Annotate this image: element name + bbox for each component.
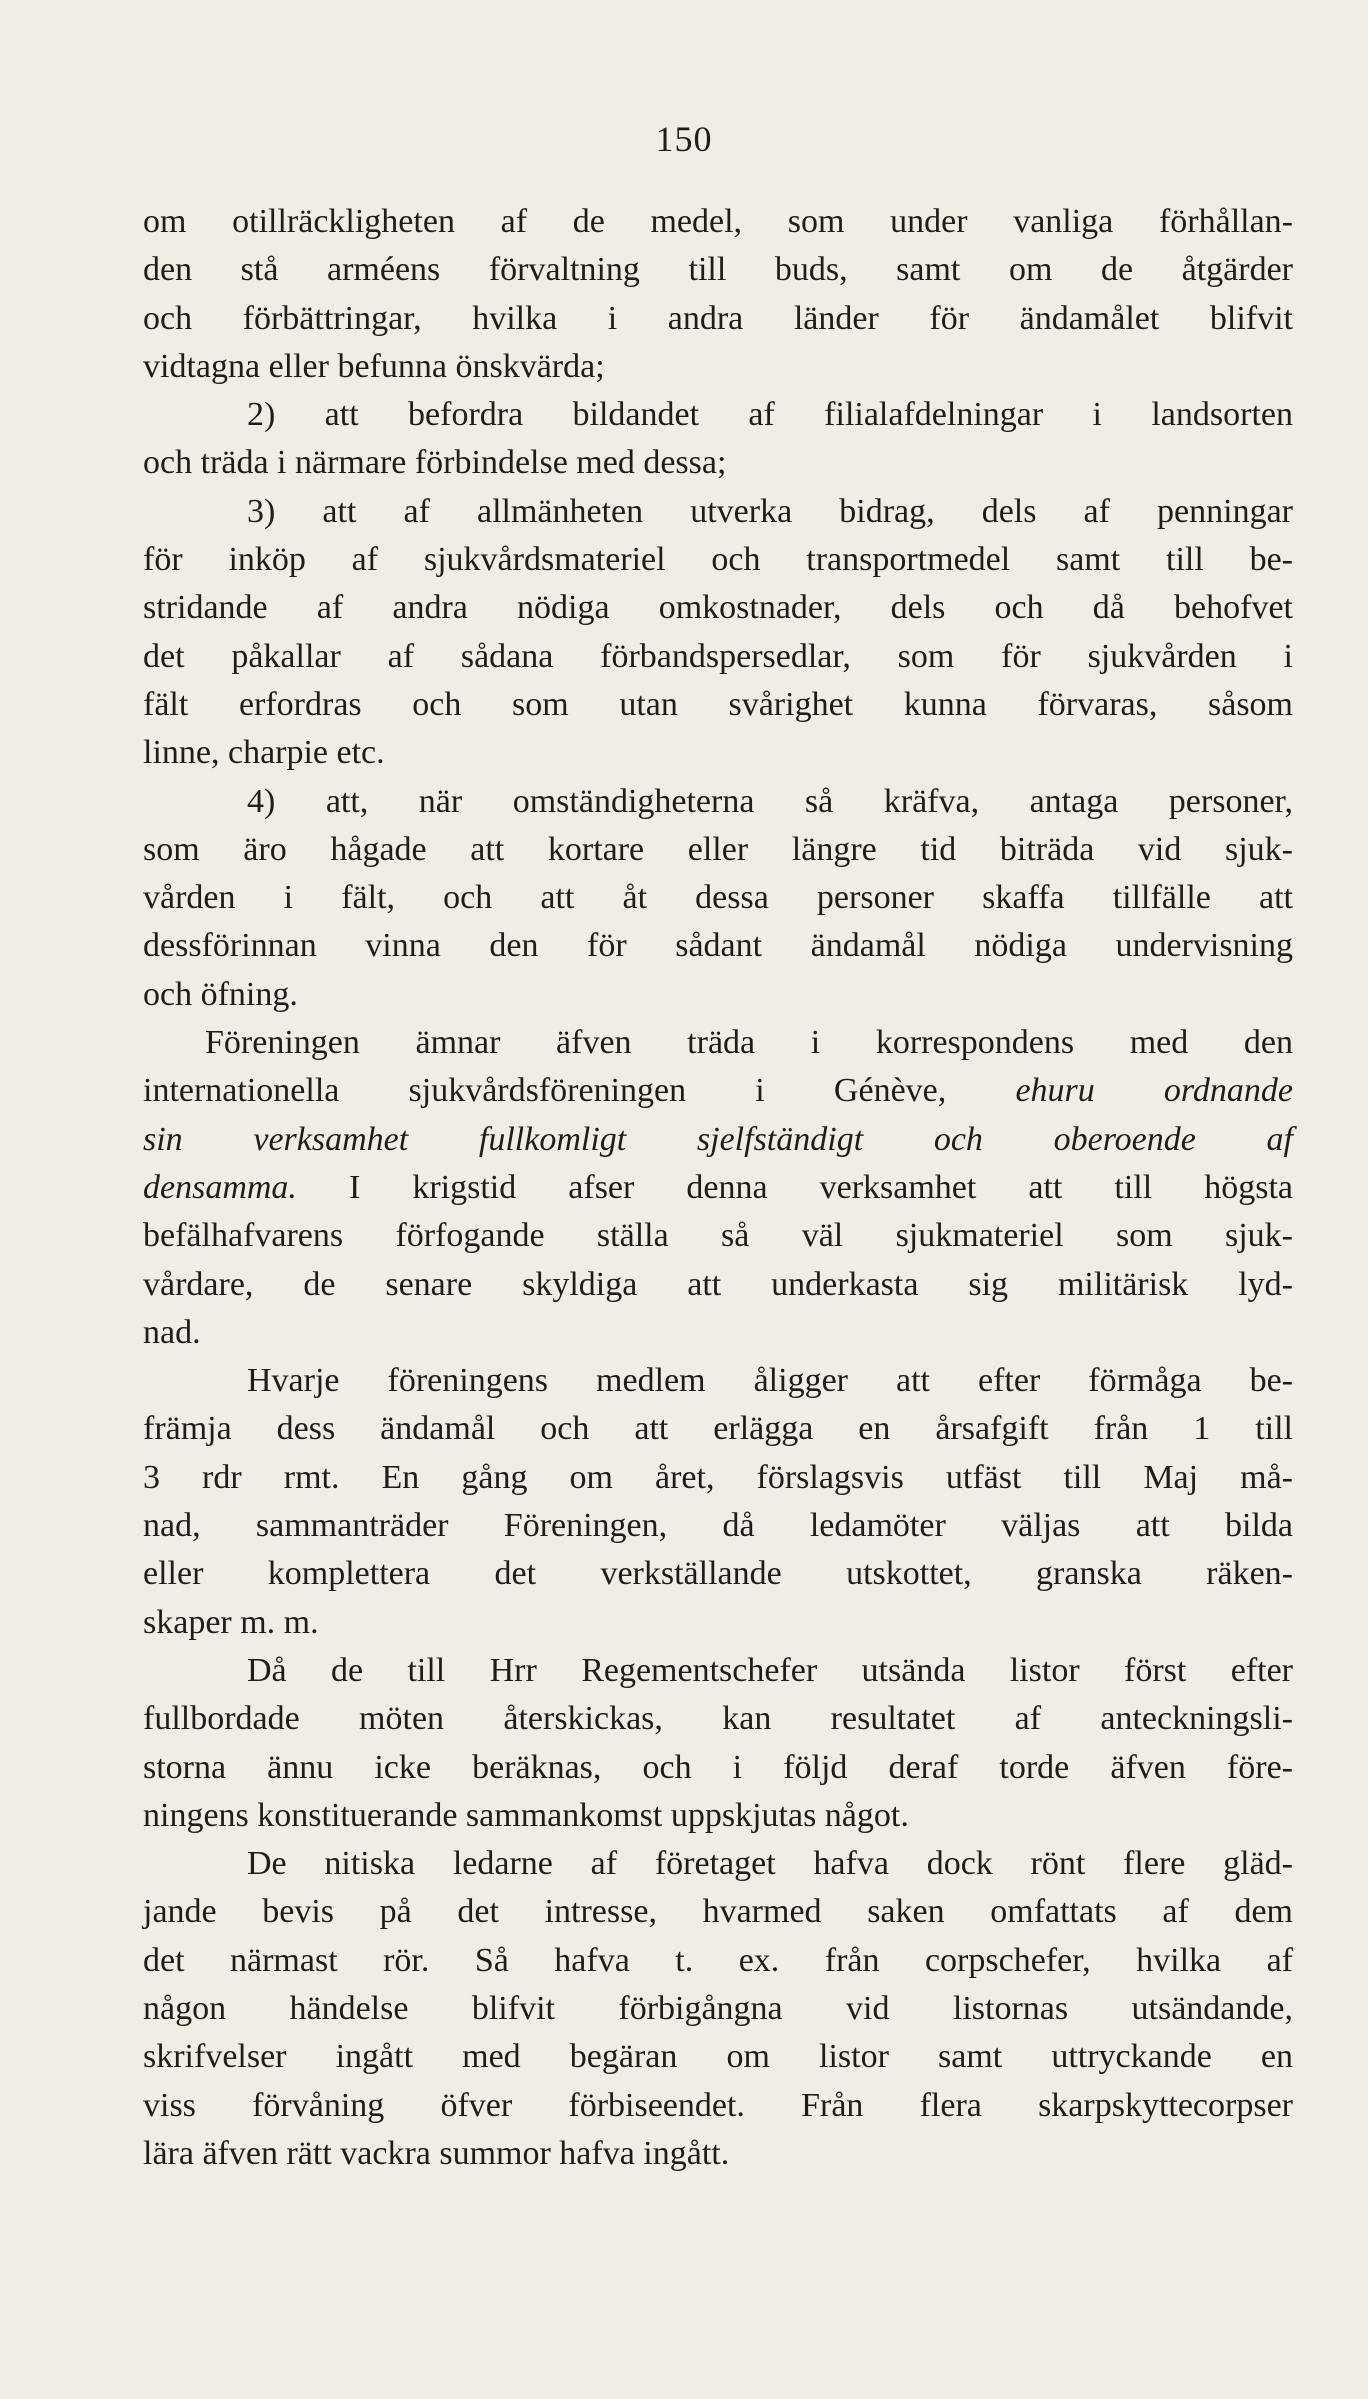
text-line: linne, charpie etc. [143,734,385,772]
line-text: I krigstid afser denna verksamhet att till högsta [296,1168,1293,1206]
text-line: viss förvåning öfver förbiseendet. Från flera skarpskyttecorpser [143,2086,1293,2124]
text-line: Föreningen ämnar äfven träda i korrespondens med den [205,1024,1293,1062]
body-text [143,198,1293,2178]
text-line: som äro hågade att kortare eller längre tid biträda vid sjuk- [143,830,1293,868]
text-line: någon händelse blifvit förbigångna vid listornas utsändande, [143,1989,1293,2027]
text-line: det påkallar af sådana förbandspersedlar, som för sjukvården i [143,637,1293,675]
text-line: för inköp af sjukvårdsmateriel och transportmedel samt till be- [143,541,1293,579]
text-line: fullbordade möten återskickas, kan resultatet af anteckningsli- [143,1700,1293,1738]
text-line: vården i fält, och att åt dessa personer skaffa tillfälle att [143,879,1293,917]
text-line: om otillräckligheten af de medel, som under vanliga förhållan- [143,203,1293,240]
italic-text: sin verksamhet fullkomligt sjelfständigt och oberoende af [143,1120,1293,1158]
text-line: ningens konstituerande sammankomst uppskjutas något. [143,1796,909,1834]
italic-text: densamma. [143,1168,297,1206]
text-line: stridande af andra nödiga omkostnader, dels och då behofvet [143,589,1293,627]
text-line: och träda i närmare förbindelse med dessa; [143,444,727,482]
text-line: vårdare, de senare skyldiga att underkasta sig militärisk lyd- [143,1265,1293,1303]
text-line: fält erfordras och som utan svårighet kunna förvaras, såsom [143,685,1293,723]
text-line: och förbättringar, hvilka i andra länder för ändamålet blifvit [143,299,1293,337]
text-line: De nitiska ledarne af företaget hafva dock rönt flere gläd- [247,1845,1293,1883]
text-line: Hvarje föreningens medlem åligger att efter förmåga be- [247,1362,1293,1400]
italic-text: ehuru ordnande [1015,1072,1293,1110]
text-line-mixed [143,1067,1293,1115]
text-line: nad. [143,1313,201,1351]
text-line: det närmast rör. Så hafva t. ex. från corpschefer, hvilka af [143,1941,1293,1979]
text-line: 3 rdr rmt. En gång om året, förslagsvis utfäst till Maj må- [143,1458,1293,1496]
text-line: dessförinnan vinna den för sådant ändamål nödiga undervisning [143,927,1293,965]
text-line: den stå arméens förvaltning till buds, samt om de åtgärder [143,251,1293,289]
text-line: 4) att, när omständigheterna så kräfva, antaga personer, [247,782,1293,820]
text-line: lära äfven rätt vackra summor hafva ingått. [143,2134,730,2172]
line-text: internationella sjukvårdsföreningen i Génève, [143,1072,1016,1110]
text-line: vidtagna eller befunna önskvärda; [143,347,605,385]
text-line: jande bevis på det intresse, hvarmed saken omfattats af dem [143,1893,1293,1931]
text-line: nad, sammanträder Föreningen, då ledamöter väljas att bilda [143,1507,1293,1545]
page-number: 150 [655,119,713,159]
text-line: 3) att af allmänheten utverka bidrag, dels af penningar [247,492,1293,530]
text-line: skaper m. m. [143,1603,319,1641]
text-line: skrifvelser ingått med begäran om listor samt uttryckande en [143,2038,1293,2076]
text-line: Då de till Hrr Regementschefer utsända listor först efter [247,1651,1293,1689]
text-line: storna ännu icke beräknas, och i följd deraf torde äfven före- [143,1748,1293,1786]
text-line: främja dess ändamål och att erlägga en årsafgift från 1 till [143,1410,1293,1448]
text-line: eller komplettera det verkställande utskottet, granska räken- [143,1555,1293,1593]
text-line-mixed [143,1164,1293,1212]
text-line: 2) att befordra bildandet af filialafdelningar i landsorten [247,396,1293,434]
text-line: befälhafvarens förfogande ställa så väl sjukmateriel som sjuk- [143,1217,1293,1255]
text-line: och öfning. [143,975,298,1013]
